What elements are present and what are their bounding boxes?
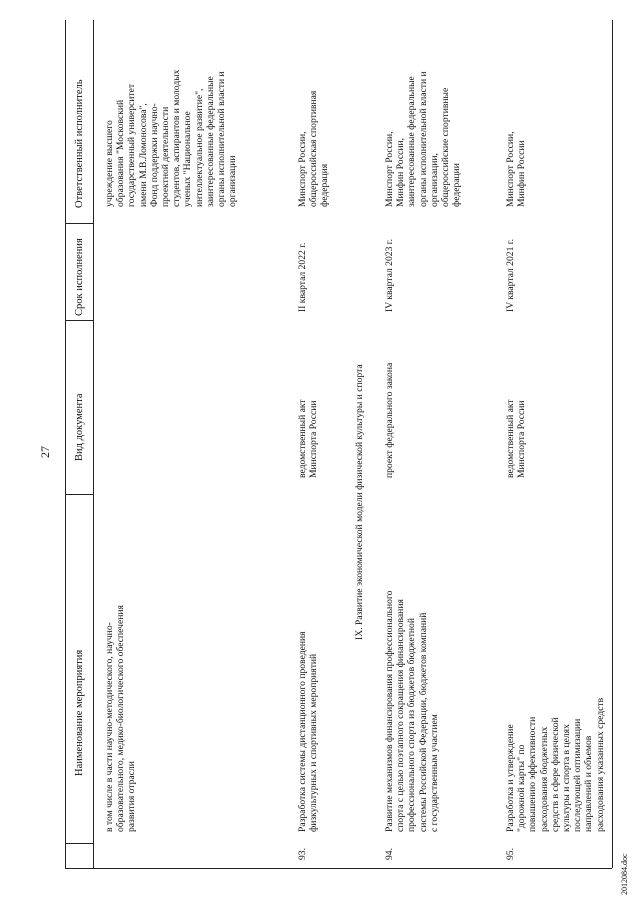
row-cont-executor: учреждение высшего образования "Московский государственный университет имени М.В.Ломоносова", Фонд поддержки научно- проектной деятельности студентов, аспирантов и молодых ученых "Национальное интеллектуальное развитие", заинтересованные федеральные органы исполнительной власти и организации xyxy=(104,69,239,207)
row-93-deadline: II квартал 2022 г. xyxy=(297,242,308,312)
row-94-name: Развитие механизмов финансирования профессионального спорта с целью поэтапного сокращения финансирования профессионального спорта из бюджетов бюджетной системы Российской Федерации, бюджетов компаний с государственным участием xyxy=(384,590,440,832)
row-94-deadline: IV квартал 2023 г. xyxy=(384,238,395,312)
footer-code: 2012084.doc xyxy=(620,853,629,895)
row-95-deadline: IV квартал 2021 г. xyxy=(505,238,516,312)
row-94-number: 94. xyxy=(384,848,395,860)
row-cont-name: в том числе в части научно-методического, научно- образовательного, медико-биологического обеспечения развития отрасли xyxy=(104,605,138,832)
table-border-right xyxy=(612,20,613,868)
row-95-number: 95. xyxy=(505,848,516,860)
row-95-executor: Минспорт России, Минфин России xyxy=(505,131,528,207)
row-93-name: Разработка системы дистанционного проведения физкультурных и спортивных мероприятий xyxy=(297,631,320,832)
header-name: Наименование мероприятия xyxy=(74,649,85,776)
header-deadline: Срок исполнения xyxy=(74,238,85,316)
column-divider-name xyxy=(65,494,93,495)
row-95-doc-type: ведомственный акт Минспорта России xyxy=(505,399,528,478)
table-header-divider xyxy=(93,20,94,868)
row-93-number: 93. xyxy=(297,848,308,860)
row-95-name: Разработка и утверждение "дорожной карты" по повышению эффективности расходования бюджетных средств в сфере физической культуры и спорта в целях последующей оптимизации направлений и объемов расходования указанных средств xyxy=(505,697,606,832)
header-doc-type: Вид документа xyxy=(74,393,85,461)
table-border-left xyxy=(65,20,66,868)
row-93-executor: Минспорт России, общероссийская спортивная федерация xyxy=(297,90,331,207)
column-divider-doctype xyxy=(65,320,93,321)
column-divider-deadline xyxy=(65,223,93,224)
page-number: 27 xyxy=(38,446,52,458)
row-94-executor: Минспорт России, Минфин России, заинтересованные федеральные органы исполнительной власти и организации, общероссийские спортивные федерации xyxy=(384,71,463,207)
section-title: IX. Развитие экономической модели физической культуры и спорта xyxy=(354,364,365,640)
column-divider-number xyxy=(65,843,93,844)
table-border-bottom xyxy=(65,868,612,869)
row-94-doc-type: проект федерального закона xyxy=(384,362,395,478)
row-93-doc-type: ведомственный акт Минспорта России xyxy=(297,399,320,478)
header-executor: Ответственный исполнитель xyxy=(74,79,85,208)
